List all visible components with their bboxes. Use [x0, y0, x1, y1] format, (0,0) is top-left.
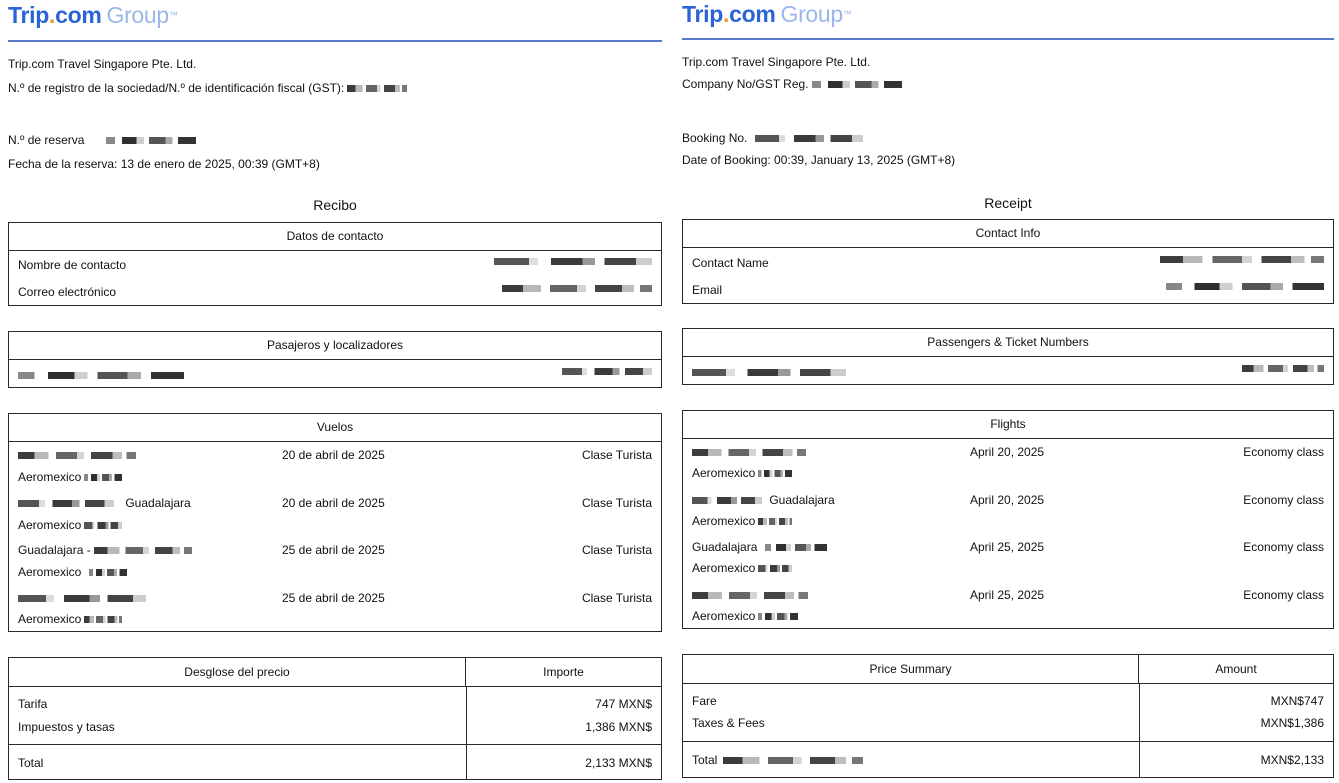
- flight-airline: Aeromexico: [692, 466, 1324, 480]
- booking-date: Fecha de la reserva: 13 de enero de 2025, 00:39 (GMT+8): [8, 157, 320, 171]
- redacted-value: [106, 137, 196, 144]
- email-row: Correo electrónico: [18, 285, 652, 299]
- receipt-title: Receipt: [984, 195, 1032, 211]
- flights-box: [8, 413, 662, 632]
- redacted-value: [1242, 365, 1324, 372]
- company-name: Trip.com Travel Singapore Pte. Ltd.: [682, 55, 871, 69]
- company-registration: Company No/GST Reg.: [682, 77, 902, 91]
- flight-segment: 25 de abril de 2025 Clase Turista: [18, 591, 652, 605]
- redacted-value: [692, 369, 846, 376]
- redacted-value: [758, 565, 792, 572]
- total-divider: [9, 744, 661, 745]
- redacted-value: [18, 595, 146, 602]
- redacted-value: [1166, 283, 1324, 290]
- total-divider: [683, 741, 1333, 742]
- redacted-value: [94, 547, 192, 554]
- redacted-value: [84, 616, 122, 623]
- flight-segment: Guadalajara April 20, 2025 Economy class: [692, 493, 1324, 507]
- contact-name-row: Contact Name: [692, 256, 1324, 270]
- redacted-value: [494, 258, 652, 265]
- contact-info-header: Datos de contacto: [9, 223, 661, 251]
- redacted-value: [723, 757, 863, 764]
- amount-header: Importe: [543, 665, 584, 679]
- redacted-value: [347, 85, 407, 92]
- flight-segment: April 20, 2025 Economy class: [692, 445, 1324, 459]
- price-summary-box: [8, 657, 662, 780]
- total-row: Total MXN$2,133: [692, 753, 1324, 767]
- flights-header: Flights: [683, 411, 1333, 439]
- fare-row: Fare MXN$747: [692, 694, 1324, 708]
- booking-number: Booking No.: [682, 131, 863, 145]
- redacted-value: [692, 497, 762, 504]
- redacted-value: [89, 569, 127, 576]
- flight-airline: Aeromexico: [18, 565, 652, 579]
- redacted-value: [758, 613, 798, 620]
- redacted-value: [18, 500, 114, 507]
- redacted-value: [765, 544, 827, 551]
- taxes-row: Impuestos y tasas 1,386 MXN$: [18, 720, 652, 734]
- flights-header: Vuelos: [9, 414, 661, 442]
- flight-airline: Aeromexico: [692, 561, 1324, 575]
- flight-airline: Aeromexico: [18, 612, 652, 626]
- flight-segment: April 25, 2025 Economy class: [692, 588, 1324, 602]
- flights-box: [682, 410, 1334, 629]
- receipt-spanish: [8, 0, 662, 783]
- receipt-english: [682, 0, 1334, 783]
- redacted-value: [502, 285, 652, 292]
- redacted-value: [1160, 256, 1324, 263]
- redacted-value: [562, 368, 652, 375]
- redacted-value: [18, 452, 136, 459]
- redacted-value: [84, 474, 122, 481]
- contact-info-header: Contact Info: [683, 220, 1333, 248]
- redacted-value: [812, 81, 902, 88]
- passengers-box: [8, 331, 662, 388]
- taxes-row: Taxes & Fees MXN$1,386: [692, 716, 1324, 730]
- redacted-value: [692, 449, 806, 456]
- header-divider: [8, 40, 662, 42]
- redacted-value: [758, 518, 792, 525]
- redacted-value: [692, 592, 808, 599]
- flight-airline: Aeromexico: [692, 514, 1324, 528]
- flight-segment: 20 de abril de 2025 Clase Turista: [18, 448, 652, 462]
- contact-info-box: [8, 222, 662, 306]
- tax-registration: N.º de registro de la sociedad/N.º de identificación fiscal (GST):: [8, 81, 407, 95]
- amount-header: Amount: [1215, 662, 1257, 676]
- email-row: Email: [692, 283, 1324, 297]
- redacted-value: [84, 522, 122, 529]
- tripcom-group-logo: Trip.com Group™: [8, 2, 178, 28]
- passenger-row: [18, 368, 652, 382]
- flight-segment: Guadalajara - 25 de abril de 2025 Clase Turista: [18, 543, 652, 557]
- price-summary-header: Price Summary: [683, 655, 1139, 683]
- flight-airline: Aeromexico: [18, 518, 652, 532]
- total-row: Total 2,133 MXN$: [18, 756, 652, 770]
- contact-info-box: [682, 219, 1334, 304]
- booking-date: Date of Booking: 00:39, January 13, 2025 (GMT+8): [682, 153, 956, 167]
- redacted-value: [758, 470, 792, 477]
- passengers-header: Pasajeros y localizadores: [9, 332, 661, 360]
- passengers-box: [682, 328, 1334, 385]
- header-divider: [682, 38, 1334, 40]
- tripcom-group-logo: Trip.com Group™: [682, 1, 852, 27]
- booking-number: N.º de reserva: [8, 133, 196, 147]
- flight-airline: Aeromexico: [18, 470, 652, 484]
- redacted-value: [755, 135, 863, 142]
- price-summary-box: [682, 654, 1334, 778]
- contact-name-row: Nombre de contacto: [18, 258, 652, 272]
- flight-airline: Aeromexico: [692, 609, 1324, 623]
- fare-row: Tarifa 747 MXN$: [18, 697, 652, 711]
- passenger-row: [692, 365, 1324, 379]
- flight-segment: Guadalajara 20 de abril de 2025 Clase Turista: [18, 496, 652, 510]
- passengers-header: Passengers & Ticket Numbers: [683, 329, 1333, 357]
- redacted-value: [18, 372, 184, 379]
- company-name: Trip.com Travel Singapore Pte. Ltd.: [8, 57, 197, 71]
- receipt-title: Recibo: [313, 197, 357, 213]
- flight-segment: Guadalajara April 25, 2025 Economy class: [692, 540, 1324, 554]
- price-breakdown-header: Desglose del precio: [9, 658, 466, 686]
